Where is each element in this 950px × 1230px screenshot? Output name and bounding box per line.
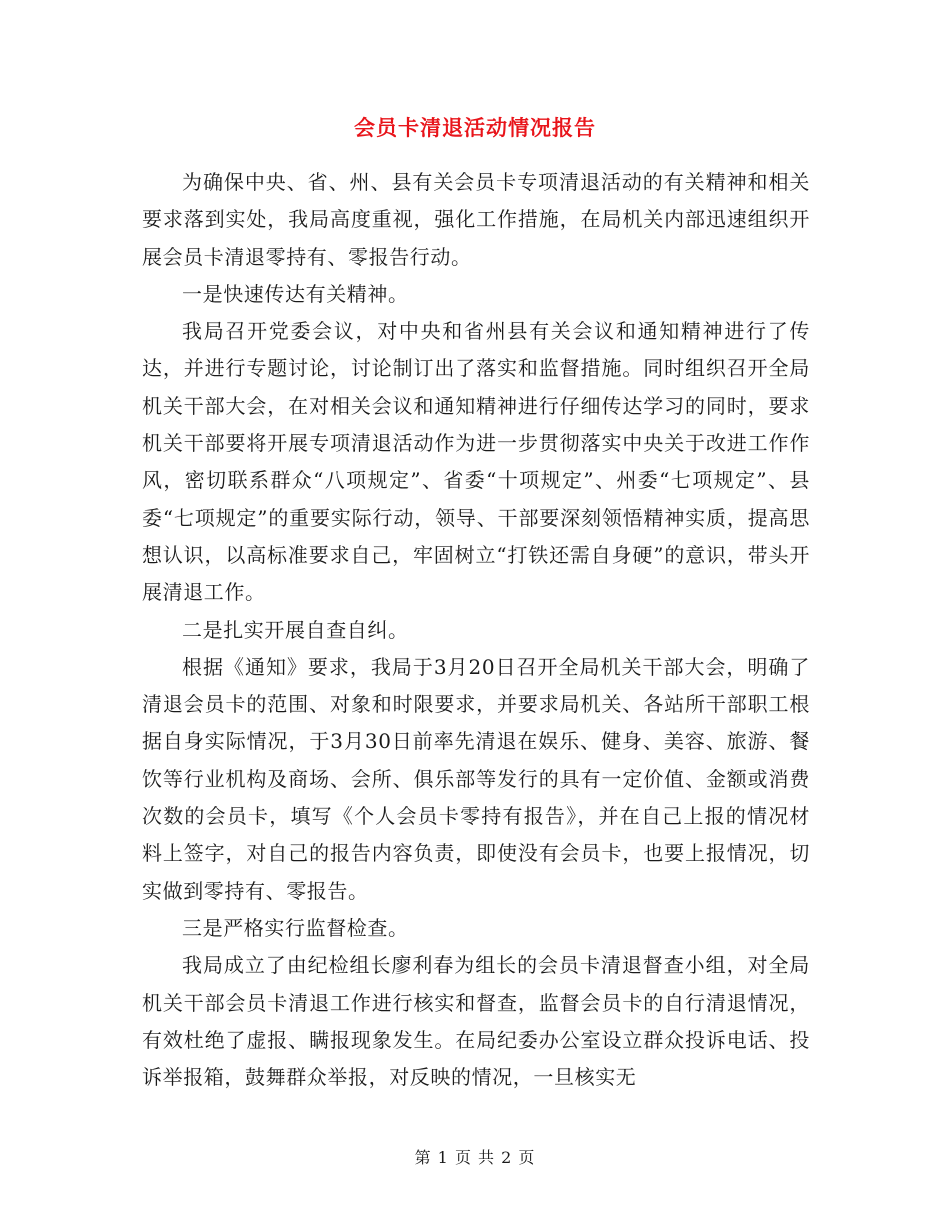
paragraph-section-1: 我局召开党委会议，对中央和省州县有关会议和通知精神进行了传达，并进行专题讨论，讨论制订出了落实和监督措施。同时组织召开全局机关干部大会，在对相关会议和通知精神进行仔细传达学习的同时，要求机关干部要将开展专项清退活动作为进一步贯彻落实中央关于改进工作作风，密切联系群众“八项规定”、省委“十项规定”、州委“七项规定”、县委“七项规定”的重要实际行动，领导、干部要深刻领悟精神实质，提高思想认识，以高标准要求自己，牢固树立“打铁还需自身硬”的意识，带头开展清退工作。 bbox=[142, 319, 810, 605]
section-heading-2: 二是扎实开展自查自纠。 bbox=[182, 617, 409, 642]
document-body bbox=[142, 164, 810, 1096]
section-heading-1: 一是快速传达有关精神。 bbox=[182, 281, 409, 306]
document-title: 会员卡清退活动情况报告 bbox=[354, 116, 596, 140]
page-footer: 第 1 页 共 2 页 bbox=[414, 1148, 536, 1167]
section-heading-3: 三是严格实行监督检查。 bbox=[182, 915, 409, 940]
paragraph-intro: 为确保中央、省、州、县有关会员卡专项清退活动的有关精神和相关要求落到实处，我局高度重视，强化工作措施，在局机关内部迅速组织开展会员卡清退零持有、零报告行动。 bbox=[142, 170, 810, 269]
paragraph-section-2: 根据《通知》要求，我局于3月20日召开全局机关干部大会，明确了清退会员卡的范围、对象和时限要求，并要求局机关、各站所干部职工根据自身实际情况，于3月30日前率先清退在娱乐、健身、美容、旅游、餐饮等行业机构及商场、会所、俱乐部等发行的具有一定价值、金额或消费次数的会员卡，填写《个人会员卡零持有报告》，并在自己上报的情况材料上签字，对自己的报告内容负责，即使没有会员卡，也要上报情况，切实做到零持有、零报告。 bbox=[142, 654, 810, 903]
paragraph-section-3: 我局成立了由纪检组长廖利春为组长的会员卡清退督查小组，对全局机关干部会员卡清退工作进行核实和督查，监督会员卡的自行清退情况，有效杜绝了虚报、瞒报现象发生。在局纪委办公室设立群众投诉电话、投诉举报箱，鼓舞群众举报，对反映的情况，一旦核实无 bbox=[142, 953, 810, 1090]
